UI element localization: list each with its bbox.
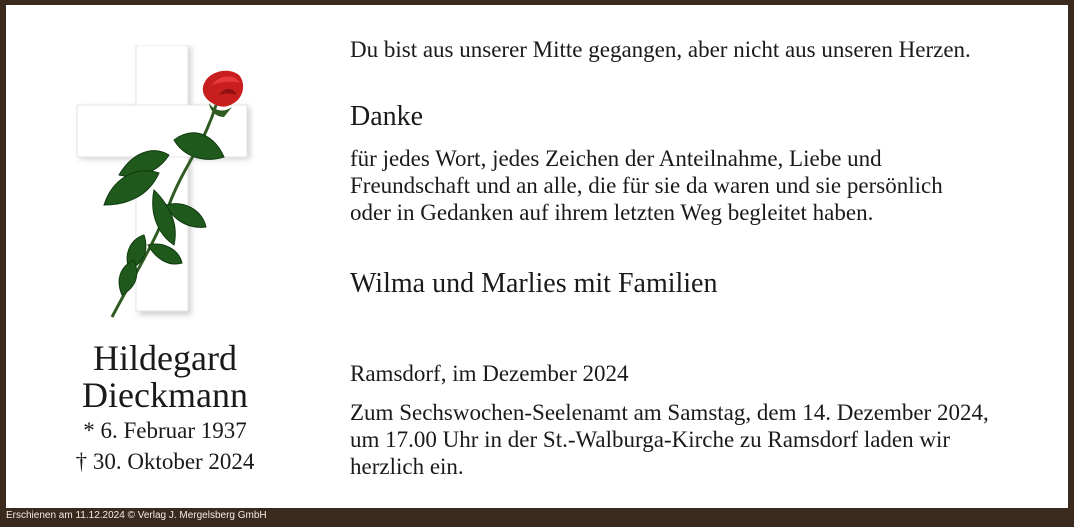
notice-line: herzlich ein. <box>350 454 464 479</box>
mass-notice <box>350 399 989 480</box>
death-date: † 30. Oktober 2024 <box>75 449 255 474</box>
publication-footer: Erschienen am 11.12.2024 © Verlag J. Mergelsberg GmbH <box>6 510 267 521</box>
birth-date: * 6. Februar 1937 <box>83 418 247 443</box>
notice-line: Zum Sechswochen-Seelenamt am Samstag, dem 14. Dezember 2024, <box>350 400 989 425</box>
notice-line: um 17.00 Uhr in der St.-Walburga-Kirche zu Ramsdorf laden wir <box>350 427 951 452</box>
cross-with-rose-icon <box>74 45 254 325</box>
deceased-first-name: Hildegard <box>93 338 237 378</box>
deceased-block <box>40 340 290 476</box>
thanks-line: für jedes Wort, jedes Zeichen der Anteilnahme, Liebe und <box>350 146 882 171</box>
place-date: Ramsdorf, im Dezember 2024 <box>350 361 629 386</box>
signers-text: Wilma und Marlies mit Familien <box>350 268 718 299</box>
thanks-line: oder in Gedanken auf ihrem letzten Weg begleitet haben. <box>350 200 874 225</box>
thanks-paragraph <box>350 145 943 226</box>
obituary-card <box>6 5 1068 508</box>
quote-text: Du bist aus unserer Mitte gegangen, aber nicht aus unseren Herzen. <box>350 37 971 62</box>
deceased-last-name: Dieckmann <box>82 375 248 415</box>
danke-heading: Danke <box>350 101 424 132</box>
thanks-line: Freundschaft und an alle, die für sie da waren und sie persönlich <box>350 173 943 198</box>
